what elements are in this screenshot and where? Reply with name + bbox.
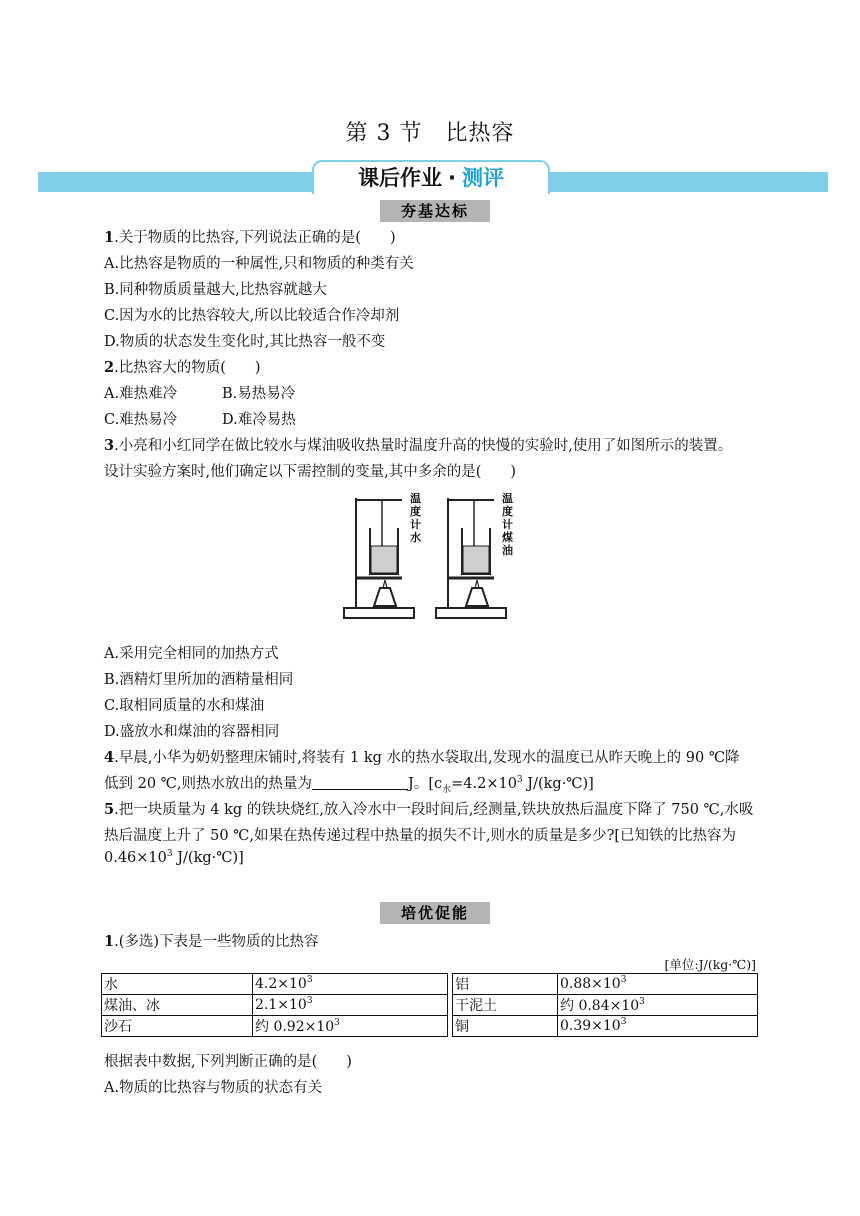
left-figure-labels: 温 度 计 水	[410, 492, 421, 544]
table-row: 煤油、冰 $2.1\times 10^3$ 干泥土 约 $0.84\times 10^3$	[102, 995, 758, 1016]
q4-line1: 4.早晨,小华为奶奶整理床铺时,将装有 1 kg 水的热水袋取出,发现水的温度已从昨天晚上的 90 ℃降	[104, 749, 740, 766]
q1-option-c: C.因为水的比热容较大,所以比较适合作冷却剂	[104, 308, 400, 324]
table-row: 沙石 约 $0.92\times 10^3$ 铜 $0.39\times 10^3$	[102, 1016, 758, 1037]
q5-line2: 热后温度上升了 50 ℃,如果在热传递过程中热量的损失不计,则水的质量是多少?[已知铁的比热容为	[104, 828, 737, 844]
section-basic-label: 夯基达标	[380, 200, 490, 222]
q5-line3: $0.46\times 10^3$ J/(kg·℃)]	[104, 849, 244, 866]
p1-option-a: A.物质的比热容与物质的状态有关	[104, 1080, 323, 1096]
q1-option-d: D.物质的状态发生变化时,其比热容一般不变	[104, 334, 386, 350]
q4-line2: 低到 20 ℃,则热水放出的热量为 J。[$c_水=4.2\times 10^3$ J/(kg·℃)]	[104, 775, 594, 795]
banner-left: 课后作业	[358, 166, 442, 190]
p1-stem: 1.(多选)下表是一些物质的比热容	[104, 933, 319, 950]
q1-option-b: B.同种物质质量越大,比热容就越大	[104, 282, 327, 298]
q3-stem-line1: 3.小亮和小红同学在做比较水与煤油吸收热量时温度升高的快慢的实验时,使用了如图所示的装置。	[104, 437, 733, 454]
q2-stem: 2.比热容大的物质( )	[104, 359, 261, 376]
q1-stem: 1.关于物质的比热容,下列说法正确的是( )	[104, 229, 396, 246]
table-row: 水 $4.2\times 10^3$ 铝 $0.88\times 10^3$	[102, 974, 758, 995]
section-advanced-label: 培优促能	[380, 902, 490, 924]
banner-dot: ·	[448, 166, 456, 190]
q2-option-b: B.易热易冷	[222, 386, 296, 402]
table-unit-note: [单位:J/(kg·℃)]	[664, 957, 756, 972]
section-banner	[312, 160, 550, 194]
page-title: 第 3 节 比热容	[345, 121, 515, 146]
q1-option-a: A.比热容是物质的一种属性,只和物质的种类有关	[104, 256, 414, 272]
experiment-apparatus-figure	[340, 490, 530, 626]
banner-right: 测评	[461, 166, 504, 190]
q4-answer-blank[interactable]	[312, 775, 408, 790]
q2-option-c: C.难热易冷	[104, 412, 178, 428]
q5-line1: 5.把一块质量为 4 kg 的铁块烧红,放入冷水中一段时间后,经测量,铁块放热后温度下降了 750 ℃,水吸	[104, 801, 754, 818]
q3-stem-line2: 设计实验方案时,他们确定以下需控制的变量,其中多余的是( )	[104, 464, 517, 480]
q3-option-d: D.盛放水和煤油的容器相同	[104, 724, 280, 740]
q3-option-a: A.采用完全相同的加热方式	[104, 646, 279, 662]
q3-option-b: B.酒精灯里所加的酒精量相同	[104, 672, 294, 688]
specific-heat-table	[101, 973, 758, 1037]
p1-after-table: 根据表中数据,下列判断正确的是( )	[104, 1054, 352, 1070]
q2-option-a: A.难热难冷	[104, 386, 178, 402]
q2-option-d: D.难冷易热	[222, 412, 296, 428]
q3-option-c: C.取相同质量的水和煤油	[104, 698, 265, 714]
right-figure-labels: 温 度 计 煤 油	[502, 492, 513, 557]
